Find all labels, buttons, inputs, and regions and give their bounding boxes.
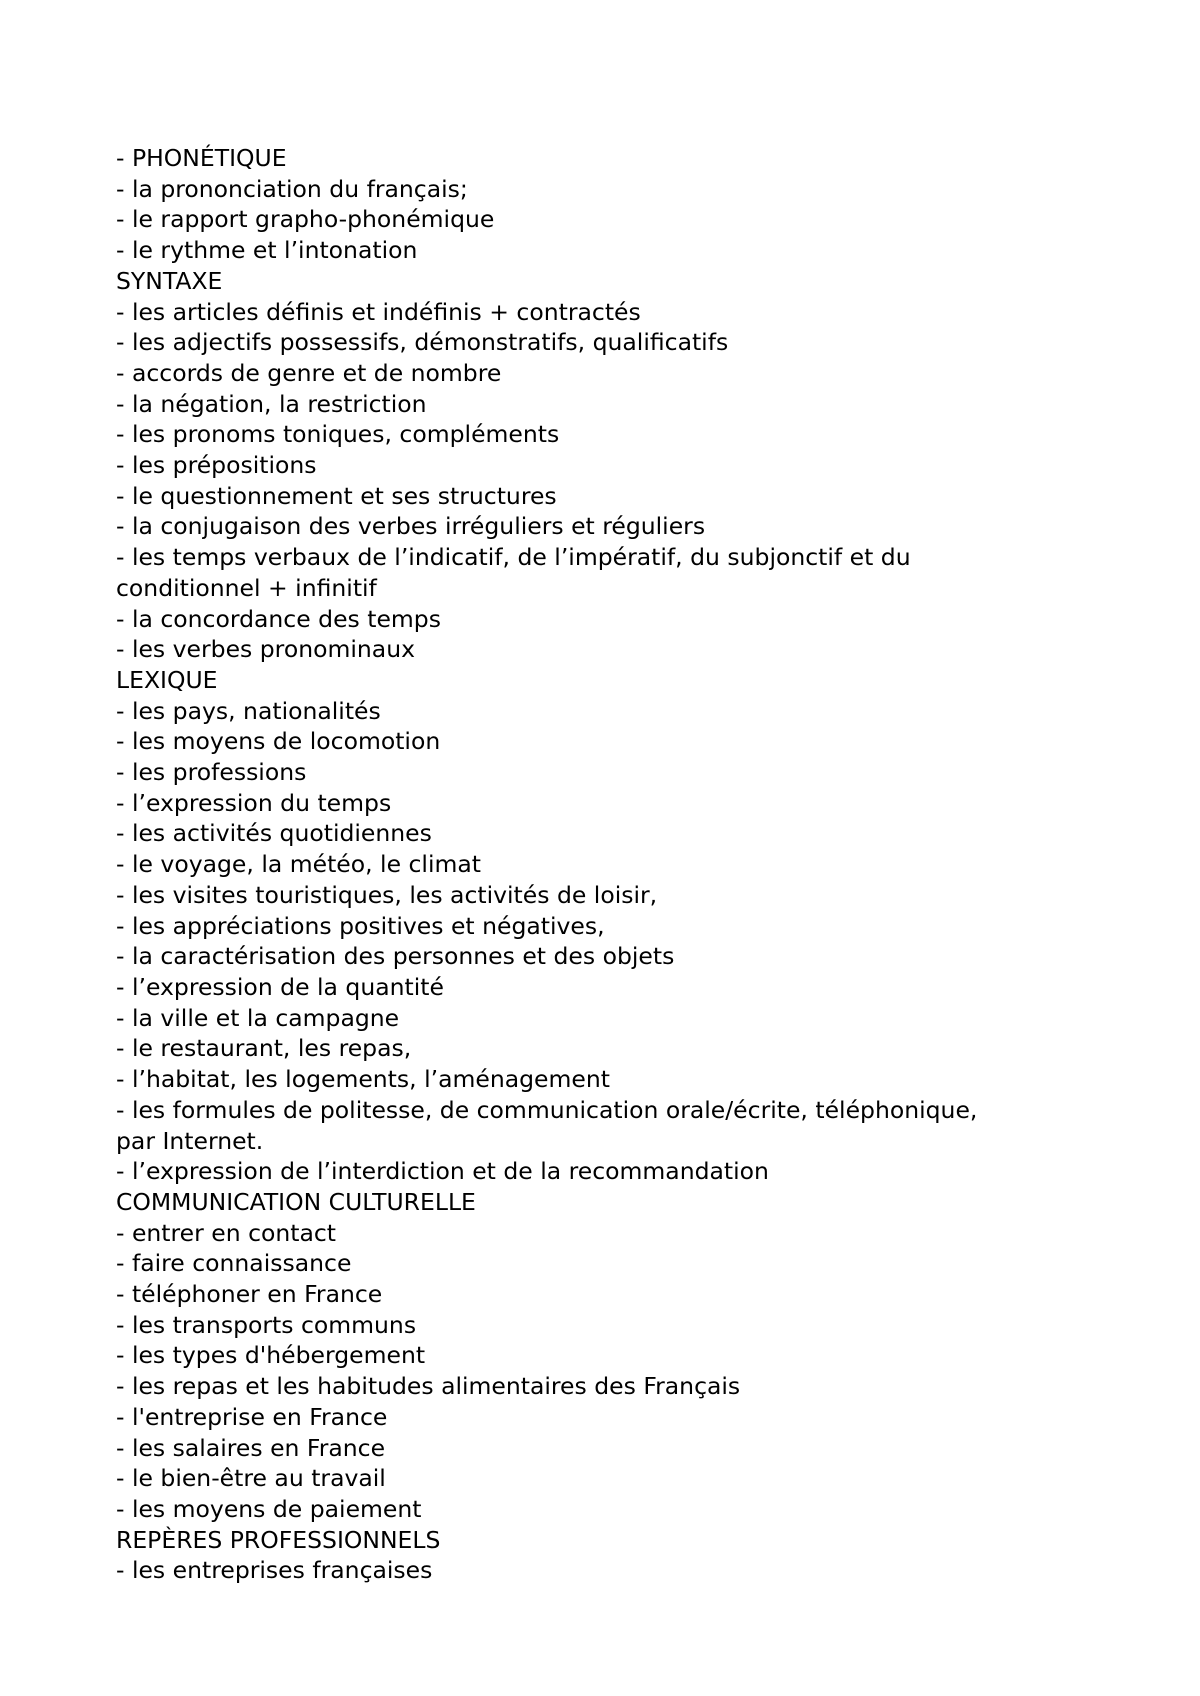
list-item: - la prononciation du français; — [116, 174, 468, 203]
list-item: - les salaires en France — [116, 1433, 386, 1462]
list-item: - les visites touristiques, les activités de loisir, — [116, 880, 658, 909]
list-item: - le restaurant, les repas, — [116, 1034, 412, 1063]
list-item: - les repas et les habitudes alimentaires des Français — [116, 1372, 741, 1401]
section-heading: COMMUNICATION CULTURELLE — [116, 1187, 476, 1216]
list-item: - la conjugaison des verbes irréguliers et réguliers — [116, 512, 706, 541]
list-item: - la négation, la restriction — [116, 389, 427, 418]
list-item: - les temps verbaux de l’indicatif, de l’impératif, du subjonctif et du — [116, 543, 911, 572]
list-item: - les moyens de paiement — [116, 1494, 422, 1523]
list-item-continuation: par Internet. — [116, 1126, 264, 1155]
list-item: - les transports communs — [116, 1310, 417, 1339]
list-item: - le rythme et l’intonation — [116, 236, 418, 265]
list-item: - l’habitat, les logements, l’aménagement — [116, 1065, 610, 1094]
list-item: - les articles définis et indéfinis + contractés — [116, 297, 641, 326]
list-item: - téléphoner en France — [116, 1280, 383, 1309]
list-item: - l'entreprise en France — [116, 1402, 388, 1431]
document-body — [116, 143, 1116, 1586]
list-item: - faire connaissance — [116, 1249, 352, 1278]
list-item-continuation: conditionnel + infinitif — [116, 573, 377, 602]
list-item: - les pays, nationalités — [116, 696, 381, 725]
list-item: - le rapport grapho-phonémique — [116, 205, 495, 234]
list-item: - entrer en contact — [116, 1218, 337, 1247]
list-item: - l’expression de la quantité — [116, 972, 444, 1001]
list-item: - les prépositions — [116, 451, 317, 480]
list-item: - les entreprises françaises — [116, 1556, 433, 1585]
list-item: - les verbes pronominaux — [116, 635, 415, 664]
list-item: - les formules de politesse, de communication orale/écrite, téléphonique, — [116, 1095, 978, 1124]
list-item: - les adjectifs possessifs, démonstratifs, qualificatifs — [116, 328, 729, 357]
list-item: - les moyens de locomotion — [116, 727, 441, 756]
list-item: - la concordance des temps — [116, 604, 441, 633]
list-item: - les activités quotidiennes — [116, 819, 432, 848]
section-heading: REPÈRES PROFESSIONNELS — [116, 1525, 441, 1554]
list-item: - le bien-être au travail — [116, 1464, 386, 1493]
heading-line: - PHONÉTIQUE — [116, 144, 287, 172]
list-item: - les pronoms toniques, compléments — [116, 420, 560, 449]
list-item: - les appréciations positives et négatives, — [116, 911, 605, 940]
list-item: - la ville et la campagne — [116, 1003, 400, 1032]
list-item: - l’expression de l’interdiction et de la recommandation — [116, 1157, 769, 1186]
list-item: - les professions — [116, 758, 307, 787]
section-heading: LEXIQUE — [116, 665, 218, 694]
list-item: - l’expression du temps — [116, 788, 392, 817]
list-item: - la caractérisation des personnes et des objets — [116, 942, 675, 971]
section-heading: SYNTAXE — [116, 266, 223, 295]
list-item: - les types d'hébergement — [116, 1341, 426, 1370]
list-item: - le questionnement et ses structures — [116, 481, 557, 510]
list-item: - accords de genre et de nombre — [116, 358, 502, 387]
list-item: - le voyage, la météo, le climat — [116, 850, 481, 879]
